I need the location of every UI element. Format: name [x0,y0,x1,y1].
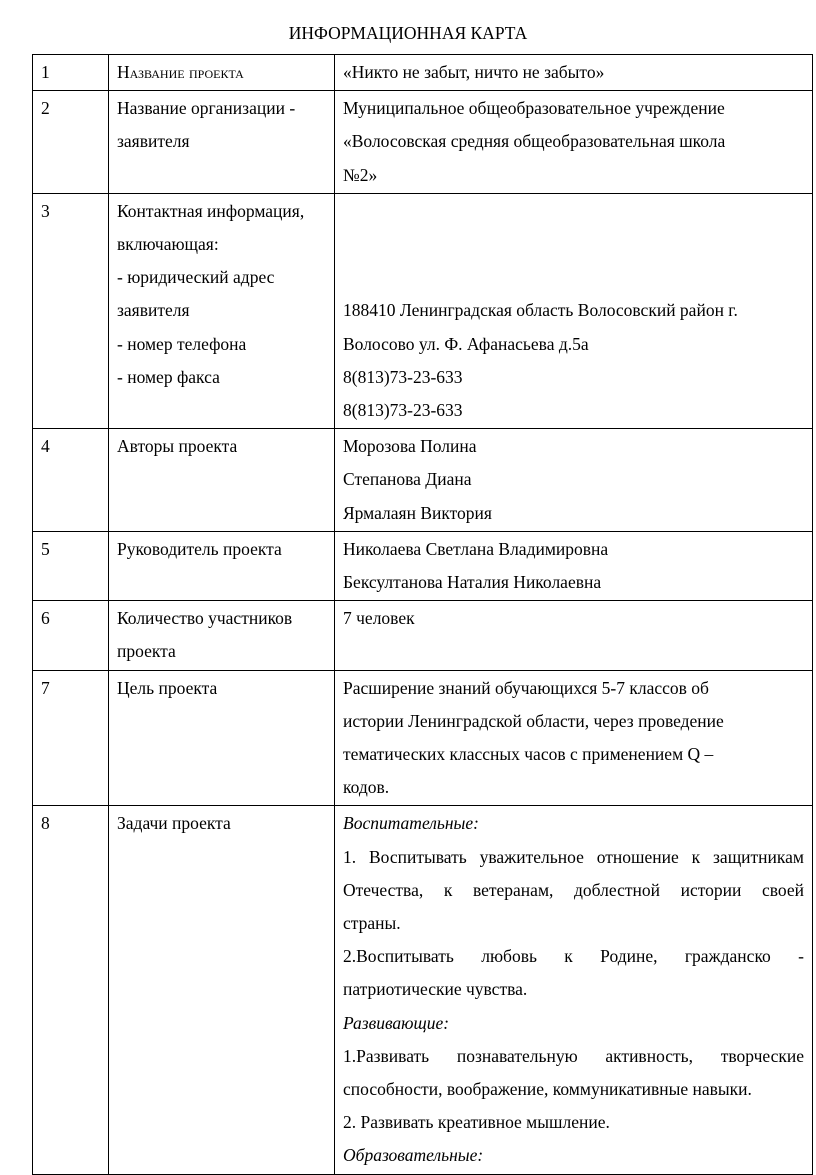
label-line: - номер факса [117,366,220,387]
row-value [335,429,813,532]
row-label [109,91,335,194]
table-row [33,429,813,532]
document-title: ИНФОРМАЦИОННАЯ КАРТА [288,23,528,43]
table-row [33,531,813,600]
row-label: Название проекта [109,55,335,91]
value-line: кодов. [343,777,390,798]
value-line: 1.Развивать познавательную активность, творческие [343,1045,804,1066]
label-line: заявителя [117,300,190,321]
row-label: Цель проекта [109,670,335,806]
table-row [33,193,813,428]
label-line: - номер телефона [117,333,247,354]
row-value [335,193,813,428]
label-line: заявителя [117,131,190,152]
value-line: №2» [343,164,378,185]
value-line: патриотические чувства. [343,979,528,1000]
value-line: 8(813)73-23-633 [343,366,463,387]
row-number: 5 [33,531,109,600]
row-label: Задачи проекта [109,806,335,1174]
row-value [335,806,813,1174]
value-line: Муниципальное общеобразовательное учреждение [343,98,725,119]
table-row [33,55,813,91]
value-line: тематических классных часов с применением Q – [343,744,714,765]
row-number: 8 [33,806,109,1174]
label-line: Контактная информация, [117,200,305,221]
value-line: 1. Воспитывать уважительное отношение к защитникам [343,846,804,867]
value-line: Степанова Диана [343,469,472,490]
value-line: Бексултанова Наталия Николаевна [343,572,602,593]
label-line: включающая: [117,234,219,255]
section-heading: Развивающие: [343,1012,450,1033]
row-number: 7 [33,670,109,806]
row-label: Авторы проекта [109,429,335,532]
section-heading: Образовательные: [343,1145,484,1166]
row-value [335,531,813,600]
value-line: страны. [343,913,401,934]
row-number: 3 [33,193,109,428]
value-line: способности, воображение, коммуникативные навыки. [343,1079,752,1100]
value-line: истории Ленинградской области, через проведение [343,710,724,731]
row-value: «Никто не забыт, ничто не забыто» [335,55,813,91]
section-heading: Воспитательные: [343,813,480,834]
table-row [33,806,813,1174]
row-value [335,91,813,194]
row-number: 6 [33,601,109,670]
value-line: 2.Воспитывать любовь к Родине, гражданско - [343,946,804,967]
table-row [33,670,813,806]
row-number: 2 [33,91,109,194]
value-line: Отечества, к ветеранам, доблестной истории своей [343,879,804,900]
label-line: Количество участников [117,608,293,629]
row-label: Руководитель проекта [109,531,335,600]
info-card-table [32,54,813,1175]
value-line: Николаева Светлана Владимировна [343,538,609,559]
value-line: Морозова Полина [343,436,477,457]
blank-space [343,195,804,295]
value-line: Ярмалаян Виктория [343,502,492,523]
value-line: «Волосовская средняя общеобразовательная школа [343,131,726,152]
row-value [335,670,813,806]
row-label [109,193,335,428]
row-label [109,601,335,670]
label-line: - юридический адрес [117,267,275,288]
value-line: Волосово ул. Ф. Афанасьева д.5а [343,333,589,354]
table-row [33,91,813,194]
row-number: 4 [33,429,109,532]
row-number: 1 [33,55,109,91]
value-line: 188410 Ленинградская область Волосовский район г. [343,300,738,321]
label-line: Название организации - [117,98,296,119]
row-value: 7 человек [335,601,813,670]
value-line: Расширение знаний обучающихся 5-7 классов об [343,677,709,698]
value-line: 2. Развивать креативное мышление. [343,1112,610,1133]
label-line: проекта [117,641,176,662]
table-row [33,601,813,670]
value-line: 8(813)73-23-633 [343,400,463,421]
